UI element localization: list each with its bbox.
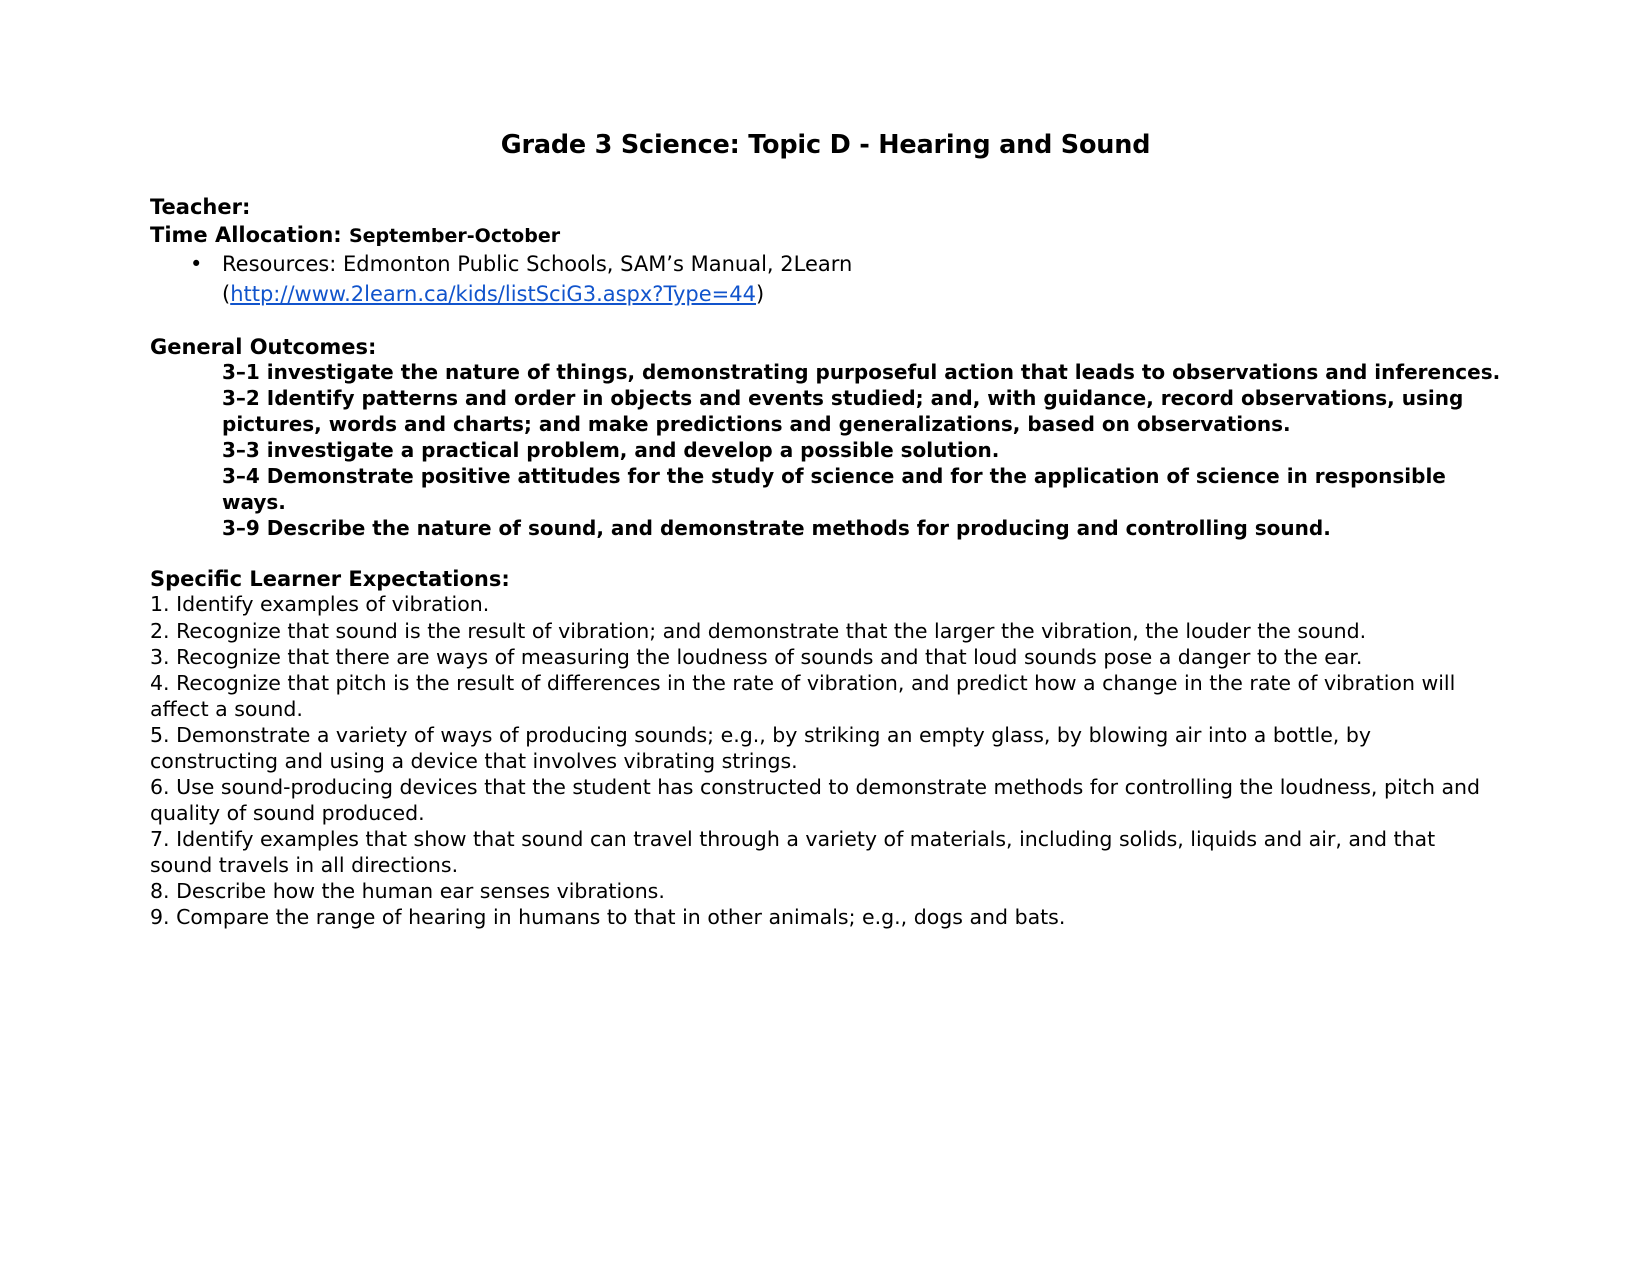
- resource-link[interactable]: http://www.2learn.ca/kids/listSciG3.aspx?Type=44: [230, 281, 757, 306]
- general-outcome-item: 3–1 investigate the nature of things, demonstrating purposeful action that leads to observations and inferences.: [222, 360, 1501, 385]
- slo-item: 5. Demonstrate a variety of ways of producing sounds; e.g., by striking an empty glass, by blowing air into a bottle, by constructing and using a device that involves vibrating strings.: [150, 722, 1371, 773]
- slo-item: 9. Compare the range of hearing in humans to that in other animals; e.g., dogs and bats.: [150, 904, 1066, 929]
- general-outcome-item: 3–4 Demonstrate positive attitudes for the study of science and for the application of science in responsible ways.: [222, 464, 1446, 515]
- resources-list: [150, 250, 1501, 310]
- list-item: [222, 250, 1501, 310]
- resource-text: Resources: Edmonton Public Schools, SAM’s Manual, 2Learn: [222, 251, 853, 276]
- slo-item: 3. Recognize that there are ways of measuring the loudness of sounds and that loud sounds pose a danger to the ear.: [150, 644, 1363, 669]
- teacher-label: Teacher:: [150, 195, 251, 219]
- slo-list: [150, 591, 1501, 929]
- teacher-line: [150, 194, 1501, 222]
- paren-open: (: [222, 281, 231, 306]
- slo-item: 1. Identify examples of vibration.: [150, 592, 490, 617]
- general-outcomes-list: [150, 359, 1501, 541]
- slo-item: 7. Identify examples that show that sound can travel through a variety of materials, including solids, liquids and air, and that sound travels in all directions.: [150, 826, 1436, 877]
- slo-item: 6. Use sound-producing devices that the student has constructed to demonstrate methods for controlling the loudness, pitch and quality of sound produced.: [150, 774, 1481, 825]
- general-outcome-item: 3–3 investigate a practical problem, and develop a possible solution.: [222, 438, 1000, 463]
- slo-item: 2. Recognize that sound is the result of vibration; and demonstrate that the larger the vibration, the louder the sound.: [150, 618, 1367, 643]
- general-outcome-item: 3–9 Describe the nature of sound, and demonstrate methods for producing and controlling sound.: [222, 516, 1331, 541]
- time-allocation-label: Time Allocation:: [150, 222, 342, 247]
- general-outcomes-heading: General Outcomes:: [150, 335, 377, 360]
- page-title: Grade 3 Science: Topic D - Hearing and Sound: [500, 130, 1151, 160]
- slo-item: 8. Describe how the human ear senses vibrations.: [150, 878, 665, 903]
- slo-heading: Specific Learner Expectations:: [150, 567, 510, 592]
- time-allocation-value: September-October: [348, 224, 561, 247]
- time-allocation-line: [150, 222, 1501, 250]
- slo-item: 4. Recognize that pitch is the result of differences in the rate of vibration, and predict how a change in the rate of vibration will affect a sound.: [150, 670, 1456, 721]
- paren-close: ): [756, 281, 765, 306]
- general-outcome-item: 3–2 Identify patterns and order in objects and events studied; and, with guidance, record observations, using pictures, words and charts; and make predictions and generalizations, based on observations.: [222, 386, 1464, 437]
